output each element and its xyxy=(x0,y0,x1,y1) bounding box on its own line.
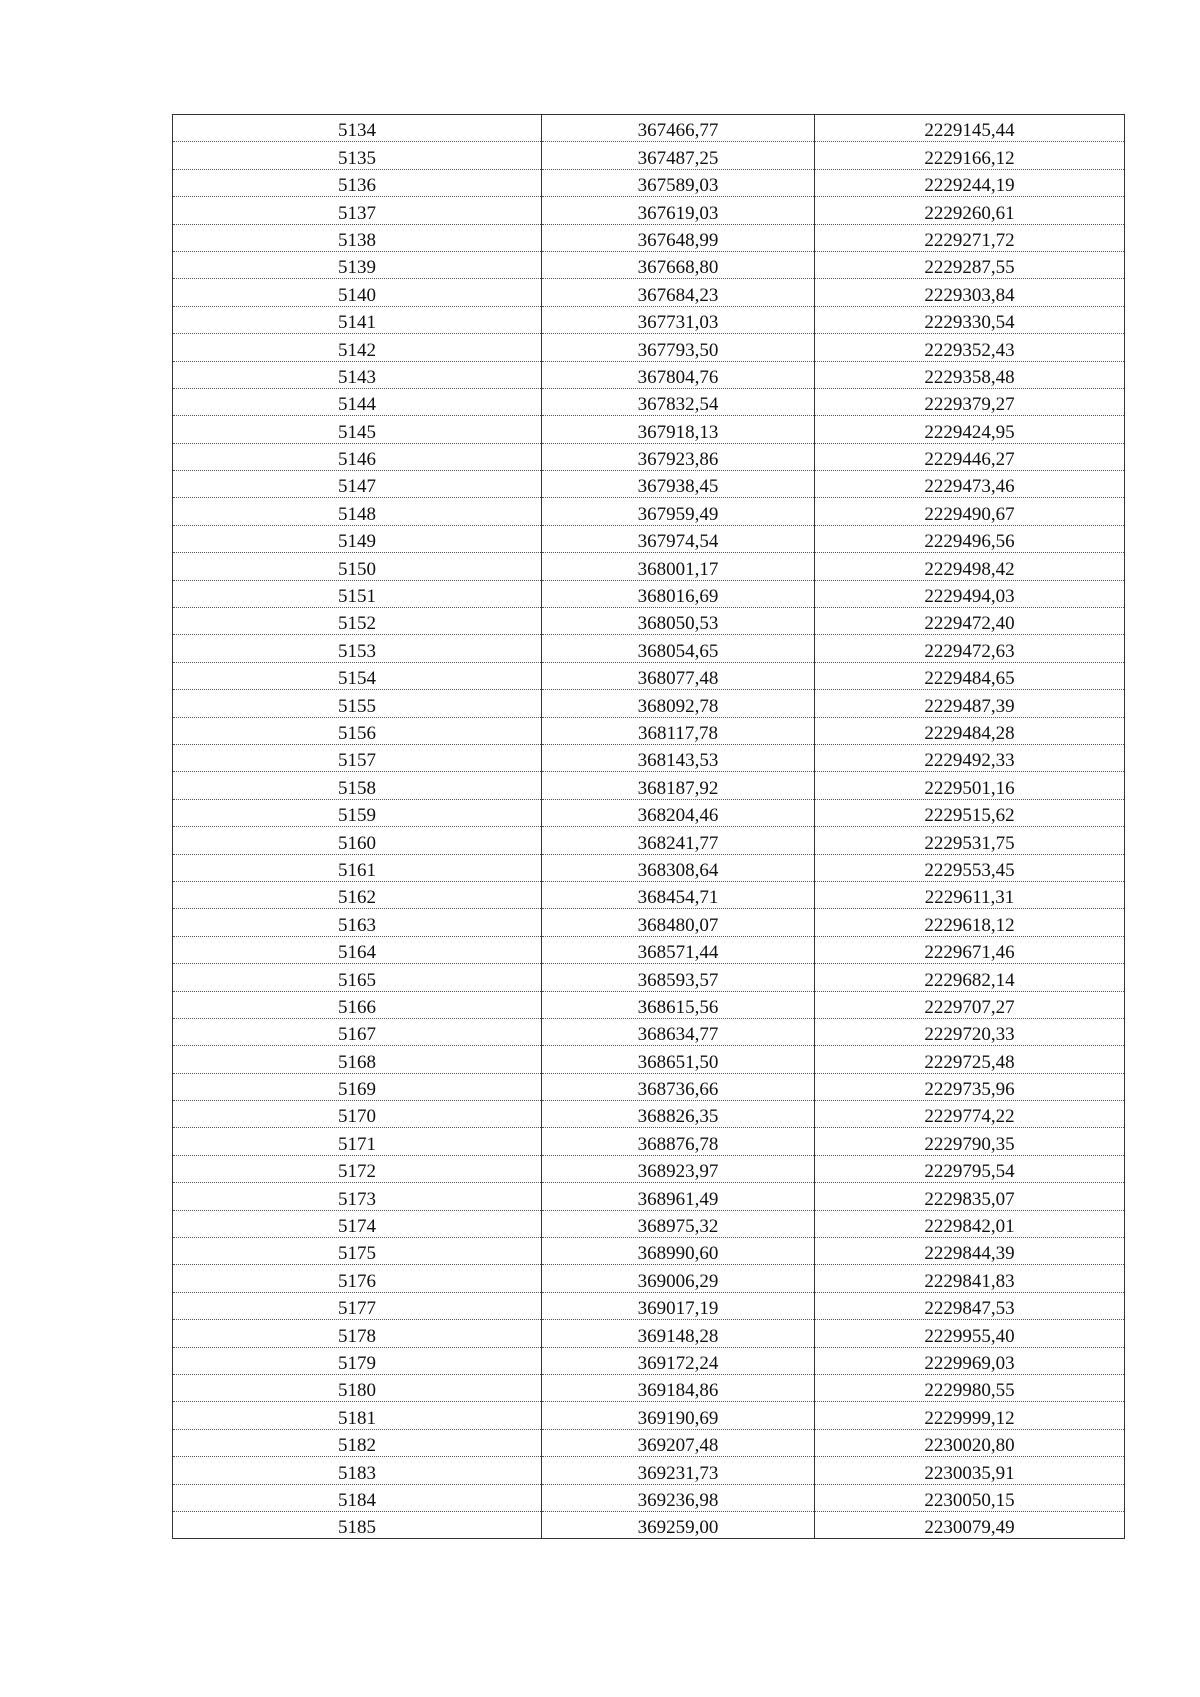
x-coordinate-cell: 368975,32 xyxy=(542,1210,815,1237)
table-row xyxy=(173,1402,1125,1429)
point-number-cell: 5166 xyxy=(173,991,542,1018)
table-row xyxy=(173,1484,1125,1511)
y-coordinate-cell: 2229790,35 xyxy=(815,1128,1125,1155)
table-row xyxy=(173,827,1125,854)
point-number-cell: 5175 xyxy=(173,1238,542,1265)
table-row xyxy=(173,690,1125,717)
y-coordinate-cell: 2229795,54 xyxy=(815,1155,1125,1182)
point-number-cell: 5162 xyxy=(173,881,542,908)
y-coordinate-cell: 2229720,33 xyxy=(815,1018,1125,1045)
point-number-cell: 5153 xyxy=(173,635,542,662)
point-number-cell: 5142 xyxy=(173,334,542,361)
y-coordinate-cell: 2229553,45 xyxy=(815,854,1125,881)
point-number-cell: 5143 xyxy=(173,361,542,388)
point-number-cell: 5150 xyxy=(173,553,542,580)
x-coordinate-cell: 369006,29 xyxy=(542,1265,815,1292)
x-coordinate-cell: 368990,60 xyxy=(542,1238,815,1265)
table-row xyxy=(173,361,1125,388)
table-row xyxy=(173,279,1125,306)
y-coordinate-cell: 2229774,22 xyxy=(815,1101,1125,1128)
y-coordinate-cell: 2229446,27 xyxy=(815,443,1125,470)
table-row xyxy=(173,1238,1125,1265)
point-number-cell: 5170 xyxy=(173,1101,542,1128)
point-number-cell: 5157 xyxy=(173,744,542,771)
table-row xyxy=(173,1511,1125,1538)
point-number-cell: 5172 xyxy=(173,1155,542,1182)
x-coordinate-cell: 368876,78 xyxy=(542,1128,815,1155)
point-number-cell: 5159 xyxy=(173,799,542,826)
x-coordinate-cell: 368050,53 xyxy=(542,608,815,635)
point-number-cell: 5179 xyxy=(173,1347,542,1374)
table-row xyxy=(173,1429,1125,1456)
point-number-cell: 5145 xyxy=(173,416,542,443)
table-row xyxy=(173,471,1125,498)
table-row xyxy=(173,498,1125,525)
y-coordinate-cell: 2229847,53 xyxy=(815,1292,1125,1319)
y-coordinate-cell: 2229330,54 xyxy=(815,306,1125,333)
x-coordinate-cell: 368092,78 xyxy=(542,690,815,717)
point-number-cell: 5134 xyxy=(173,115,542,142)
table-row xyxy=(173,608,1125,635)
point-number-cell: 5141 xyxy=(173,306,542,333)
point-number-cell: 5173 xyxy=(173,1183,542,1210)
y-coordinate-cell: 2229999,12 xyxy=(815,1402,1125,1429)
table-row xyxy=(173,799,1125,826)
table-row xyxy=(173,881,1125,908)
x-coordinate-cell: 368736,66 xyxy=(542,1073,815,1100)
y-coordinate-cell: 2229145,44 xyxy=(815,115,1125,142)
x-coordinate-cell: 367804,76 xyxy=(542,361,815,388)
x-coordinate-cell: 368571,44 xyxy=(542,936,815,963)
point-number-cell: 5140 xyxy=(173,279,542,306)
point-number-cell: 5139 xyxy=(173,251,542,278)
table-row xyxy=(173,525,1125,552)
y-coordinate-cell: 2229379,27 xyxy=(815,388,1125,415)
table-row xyxy=(173,744,1125,771)
x-coordinate-cell: 368826,35 xyxy=(542,1101,815,1128)
point-number-cell: 5161 xyxy=(173,854,542,881)
y-coordinate-cell: 2229735,96 xyxy=(815,1073,1125,1100)
y-coordinate-cell: 2229725,48 xyxy=(815,1046,1125,1073)
y-coordinate-cell: 2229707,27 xyxy=(815,991,1125,1018)
y-coordinate-cell: 2229955,40 xyxy=(815,1320,1125,1347)
point-number-cell: 5152 xyxy=(173,608,542,635)
y-coordinate-cell: 2229358,48 xyxy=(815,361,1125,388)
point-number-cell: 5160 xyxy=(173,827,542,854)
table-row xyxy=(173,1347,1125,1374)
point-number-cell: 5169 xyxy=(173,1073,542,1100)
coordinates-table-body xyxy=(173,115,1125,1539)
table-row xyxy=(173,635,1125,662)
y-coordinate-cell: 2229287,55 xyxy=(815,251,1125,278)
table-row xyxy=(173,717,1125,744)
y-coordinate-cell: 2229682,14 xyxy=(815,964,1125,991)
table-row xyxy=(173,1101,1125,1128)
point-number-cell: 5185 xyxy=(173,1511,542,1538)
x-coordinate-cell: 368143,53 xyxy=(542,744,815,771)
table-row xyxy=(173,115,1125,142)
point-number-cell: 5168 xyxy=(173,1046,542,1073)
y-coordinate-cell: 2229303,84 xyxy=(815,279,1125,306)
point-number-cell: 5148 xyxy=(173,498,542,525)
x-coordinate-cell: 367619,03 xyxy=(542,197,815,224)
point-number-cell: 5178 xyxy=(173,1320,542,1347)
table-row xyxy=(173,416,1125,443)
x-coordinate-cell: 367959,49 xyxy=(542,498,815,525)
y-coordinate-cell: 2229835,07 xyxy=(815,1183,1125,1210)
y-coordinate-cell: 2229618,12 xyxy=(815,909,1125,936)
table-row xyxy=(173,169,1125,196)
point-number-cell: 5135 xyxy=(173,142,542,169)
x-coordinate-cell: 369017,19 xyxy=(542,1292,815,1319)
y-coordinate-cell: 2229980,55 xyxy=(815,1374,1125,1401)
point-number-cell: 5136 xyxy=(173,169,542,196)
x-coordinate-cell: 368923,97 xyxy=(542,1155,815,1182)
table-row xyxy=(173,909,1125,936)
y-coordinate-cell: 2229515,62 xyxy=(815,799,1125,826)
table-row xyxy=(173,1210,1125,1237)
table-row xyxy=(173,1320,1125,1347)
table-row xyxy=(173,936,1125,963)
y-coordinate-cell: 2229472,40 xyxy=(815,608,1125,635)
point-number-cell: 5151 xyxy=(173,580,542,607)
x-coordinate-cell: 368651,50 xyxy=(542,1046,815,1073)
table-row xyxy=(173,662,1125,689)
y-coordinate-cell: 2229842,01 xyxy=(815,1210,1125,1237)
x-coordinate-cell: 368454,71 xyxy=(542,881,815,908)
x-coordinate-cell: 367466,77 xyxy=(542,115,815,142)
x-coordinate-cell: 368204,46 xyxy=(542,799,815,826)
table-row xyxy=(173,580,1125,607)
x-coordinate-cell: 368001,17 xyxy=(542,553,815,580)
y-coordinate-cell: 2230079,49 xyxy=(815,1511,1125,1538)
x-coordinate-cell: 367938,45 xyxy=(542,471,815,498)
x-coordinate-cell: 367918,13 xyxy=(542,416,815,443)
y-coordinate-cell: 2229498,42 xyxy=(815,553,1125,580)
y-coordinate-cell: 2229611,31 xyxy=(815,881,1125,908)
y-coordinate-cell: 2230035,91 xyxy=(815,1457,1125,1484)
y-coordinate-cell: 2229490,67 xyxy=(815,498,1125,525)
x-coordinate-cell: 369207,48 xyxy=(542,1429,815,1456)
x-coordinate-cell: 369184,86 xyxy=(542,1374,815,1401)
point-number-cell: 5180 xyxy=(173,1374,542,1401)
point-number-cell: 5174 xyxy=(173,1210,542,1237)
point-number-cell: 5167 xyxy=(173,1018,542,1045)
point-number-cell: 5164 xyxy=(173,936,542,963)
table-row xyxy=(173,1374,1125,1401)
y-coordinate-cell: 2229671,46 xyxy=(815,936,1125,963)
table-row xyxy=(173,964,1125,991)
point-number-cell: 5156 xyxy=(173,717,542,744)
table-row xyxy=(173,854,1125,881)
point-number-cell: 5144 xyxy=(173,388,542,415)
y-coordinate-cell: 2229492,33 xyxy=(815,744,1125,771)
point-number-cell: 5155 xyxy=(173,690,542,717)
x-coordinate-cell: 368961,49 xyxy=(542,1183,815,1210)
table-row xyxy=(173,197,1125,224)
x-coordinate-cell: 369172,24 xyxy=(542,1347,815,1374)
y-coordinate-cell: 2229271,72 xyxy=(815,224,1125,251)
y-coordinate-cell: 2230050,15 xyxy=(815,1484,1125,1511)
point-number-cell: 5165 xyxy=(173,964,542,991)
x-coordinate-cell: 368480,07 xyxy=(542,909,815,936)
x-coordinate-cell: 369236,98 xyxy=(542,1484,815,1511)
table-row xyxy=(173,1073,1125,1100)
x-coordinate-cell: 367589,03 xyxy=(542,169,815,196)
table-row xyxy=(173,334,1125,361)
x-coordinate-cell: 368241,77 xyxy=(542,827,815,854)
table-row xyxy=(173,443,1125,470)
point-number-cell: 5146 xyxy=(173,443,542,470)
x-coordinate-cell: 369259,00 xyxy=(542,1511,815,1538)
table-row xyxy=(173,306,1125,333)
point-number-cell: 5154 xyxy=(173,662,542,689)
point-number-cell: 5158 xyxy=(173,772,542,799)
x-coordinate-cell: 367668,80 xyxy=(542,251,815,278)
y-coordinate-cell: 2229531,75 xyxy=(815,827,1125,854)
y-coordinate-cell: 2229166,12 xyxy=(815,142,1125,169)
y-coordinate-cell: 2229484,65 xyxy=(815,662,1125,689)
point-number-cell: 5163 xyxy=(173,909,542,936)
x-coordinate-cell: 368117,78 xyxy=(542,717,815,744)
x-coordinate-cell: 367793,50 xyxy=(542,334,815,361)
y-coordinate-cell: 2229424,95 xyxy=(815,416,1125,443)
x-coordinate-cell: 368308,64 xyxy=(542,854,815,881)
x-coordinate-cell: 368054,65 xyxy=(542,635,815,662)
y-coordinate-cell: 2229473,46 xyxy=(815,471,1125,498)
y-coordinate-cell: 2229844,39 xyxy=(815,1238,1125,1265)
point-number-cell: 5183 xyxy=(173,1457,542,1484)
table-row xyxy=(173,388,1125,415)
y-coordinate-cell: 2229501,16 xyxy=(815,772,1125,799)
x-coordinate-cell: 368634,77 xyxy=(542,1018,815,1045)
x-coordinate-cell: 368615,56 xyxy=(542,991,815,1018)
table-row xyxy=(173,251,1125,278)
x-coordinate-cell: 369148,28 xyxy=(542,1320,815,1347)
x-coordinate-cell: 368016,69 xyxy=(542,580,815,607)
y-coordinate-cell: 2229487,39 xyxy=(815,690,1125,717)
y-coordinate-cell: 2230020,80 xyxy=(815,1429,1125,1456)
x-coordinate-cell: 367974,54 xyxy=(542,525,815,552)
table-row xyxy=(173,1457,1125,1484)
y-coordinate-cell: 2229969,03 xyxy=(815,1347,1125,1374)
table-row xyxy=(173,1128,1125,1155)
table-row xyxy=(173,142,1125,169)
table-row xyxy=(173,1046,1125,1073)
x-coordinate-cell: 367684,23 xyxy=(542,279,815,306)
y-coordinate-cell: 2229352,43 xyxy=(815,334,1125,361)
coordinates-table xyxy=(172,114,1125,1539)
point-number-cell: 5177 xyxy=(173,1292,542,1319)
y-coordinate-cell: 2229484,28 xyxy=(815,717,1125,744)
point-number-cell: 5181 xyxy=(173,1402,542,1429)
point-number-cell: 5137 xyxy=(173,197,542,224)
point-number-cell: 5171 xyxy=(173,1128,542,1155)
x-coordinate-cell: 368187,92 xyxy=(542,772,815,799)
y-coordinate-cell: 2229244,19 xyxy=(815,169,1125,196)
x-coordinate-cell: 367731,03 xyxy=(542,306,815,333)
x-coordinate-cell: 367923,86 xyxy=(542,443,815,470)
y-coordinate-cell: 2229472,63 xyxy=(815,635,1125,662)
point-number-cell: 5184 xyxy=(173,1484,542,1511)
x-coordinate-cell: 368077,48 xyxy=(542,662,815,689)
point-number-cell: 5182 xyxy=(173,1429,542,1456)
y-coordinate-cell: 2229494,03 xyxy=(815,580,1125,607)
table-row xyxy=(173,1155,1125,1182)
table-row xyxy=(173,1183,1125,1210)
point-number-cell: 5149 xyxy=(173,525,542,552)
table-row xyxy=(173,553,1125,580)
x-coordinate-cell: 369231,73 xyxy=(542,1457,815,1484)
point-number-cell: 5138 xyxy=(173,224,542,251)
x-coordinate-cell: 369190,69 xyxy=(542,1402,815,1429)
point-number-cell: 5176 xyxy=(173,1265,542,1292)
x-coordinate-cell: 367487,25 xyxy=(542,142,815,169)
x-coordinate-cell: 367832,54 xyxy=(542,388,815,415)
y-coordinate-cell: 2229496,56 xyxy=(815,525,1125,552)
table-row xyxy=(173,772,1125,799)
x-coordinate-cell: 368593,57 xyxy=(542,964,815,991)
table-row xyxy=(173,991,1125,1018)
table-row xyxy=(173,224,1125,251)
table-row xyxy=(173,1265,1125,1292)
y-coordinate-cell: 2229841,83 xyxy=(815,1265,1125,1292)
point-number-cell: 5147 xyxy=(173,471,542,498)
table-row xyxy=(173,1292,1125,1319)
x-coordinate-cell: 367648,99 xyxy=(542,224,815,251)
table-row xyxy=(173,1018,1125,1045)
y-coordinate-cell: 2229260,61 xyxy=(815,197,1125,224)
